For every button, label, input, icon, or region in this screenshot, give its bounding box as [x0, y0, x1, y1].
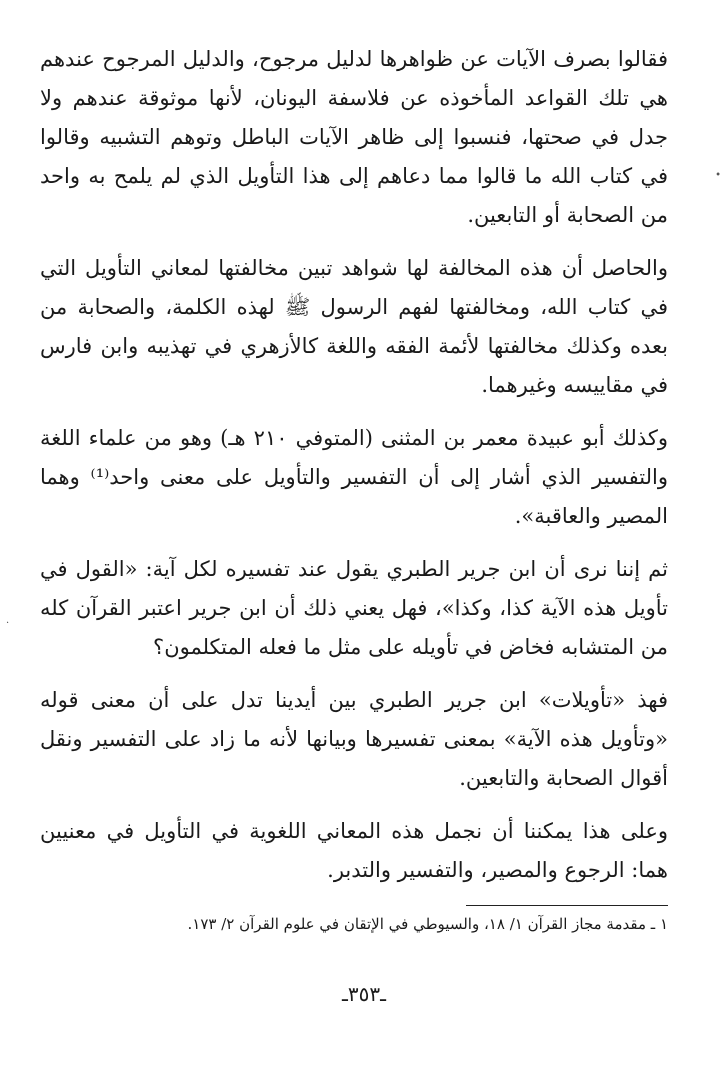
paragraph-6: وعلى هذا يمكننا أن نجمل هذه المعاني اللغوية في التأويل في معنيين هما: الرجوع والمصير، والتفسير والتدبر.: [40, 819, 668, 882]
page-number: ـ٣٥٣ـ: [342, 982, 386, 1006]
margin-dot-left: ·: [6, 618, 10, 629]
paragraph-5: فهذ «تأويلات» ابن جرير الطبري بين أيدينا تدل على أن معنى قوله «وتأويل هذه الآية» بمعنى تفسيرها وبيانها لأنه ما زاد على التفسير ونقل أقوال الصحابة والتابعين.: [40, 688, 668, 790]
paragraph-4: ثم إننا نرى أن ابن جرير الطبري يقول عند تفسيره لكل آية: «القول في تأويل هذه الآية كذا، وكذا»، فهل يعني ذلك أن ابن جرير اعتبر القرآن كله من المتشابه فخاض في تأويله على مثل ما فعله المتكلمون؟: [40, 557, 668, 659]
paragraph-1: فقالوا بصرف الآيات عن ظواهرها لدليل مرجوح، والدليل المرجوح عندهم هي تلك القواعد المأخوذه عن فلاسفة اليونان، لأنها موثوقة عندهم ولا جدل في صحتها، فنسبوا إلى ظاهر الآيات الباطل وتوهم التشبيه وقالوا في كتاب الله ما قالوا مما دعاهم إلى هذا التأويل الذي لم يلمح به واحد من الصحابة أو التابعين.: [40, 47, 668, 227]
margin-dot: •: [715, 170, 721, 181]
footnote-divider: [466, 905, 668, 906]
paragraph-2: والحاصل أن هذه المخالفة لها شواهد تبين مخالفتها لمعاني التأويل التي في كتاب الله، ومخالفتها لفهم الرسول ﷺ لهذه الكلمة، والصحابة من بعده وكذلك مخالفتها لأئمة الفقه واللغة كالأزهري في تهذيبه وابن فارس في مقاييسه وغيرهما.: [40, 256, 668, 397]
paragraph-3: وكذلك أبو عبيدة معمر بن المثنى (المتوفي ٢١٠ هـ) وهو من علماء اللغة والتفسير الذي أشار إلى أن التفسير والتأويل على معنى واحد⁽¹⁾ وهما المصير والعاقبة».: [40, 426, 668, 528]
footnote: ١ ـ مقدمة مجاز القرآن ١/ ١٨، والسيوطي في الإتقان في علوم القرآن ٢/ ١٧٣.: [187, 915, 668, 933]
page-body: [40, 40, 668, 904]
